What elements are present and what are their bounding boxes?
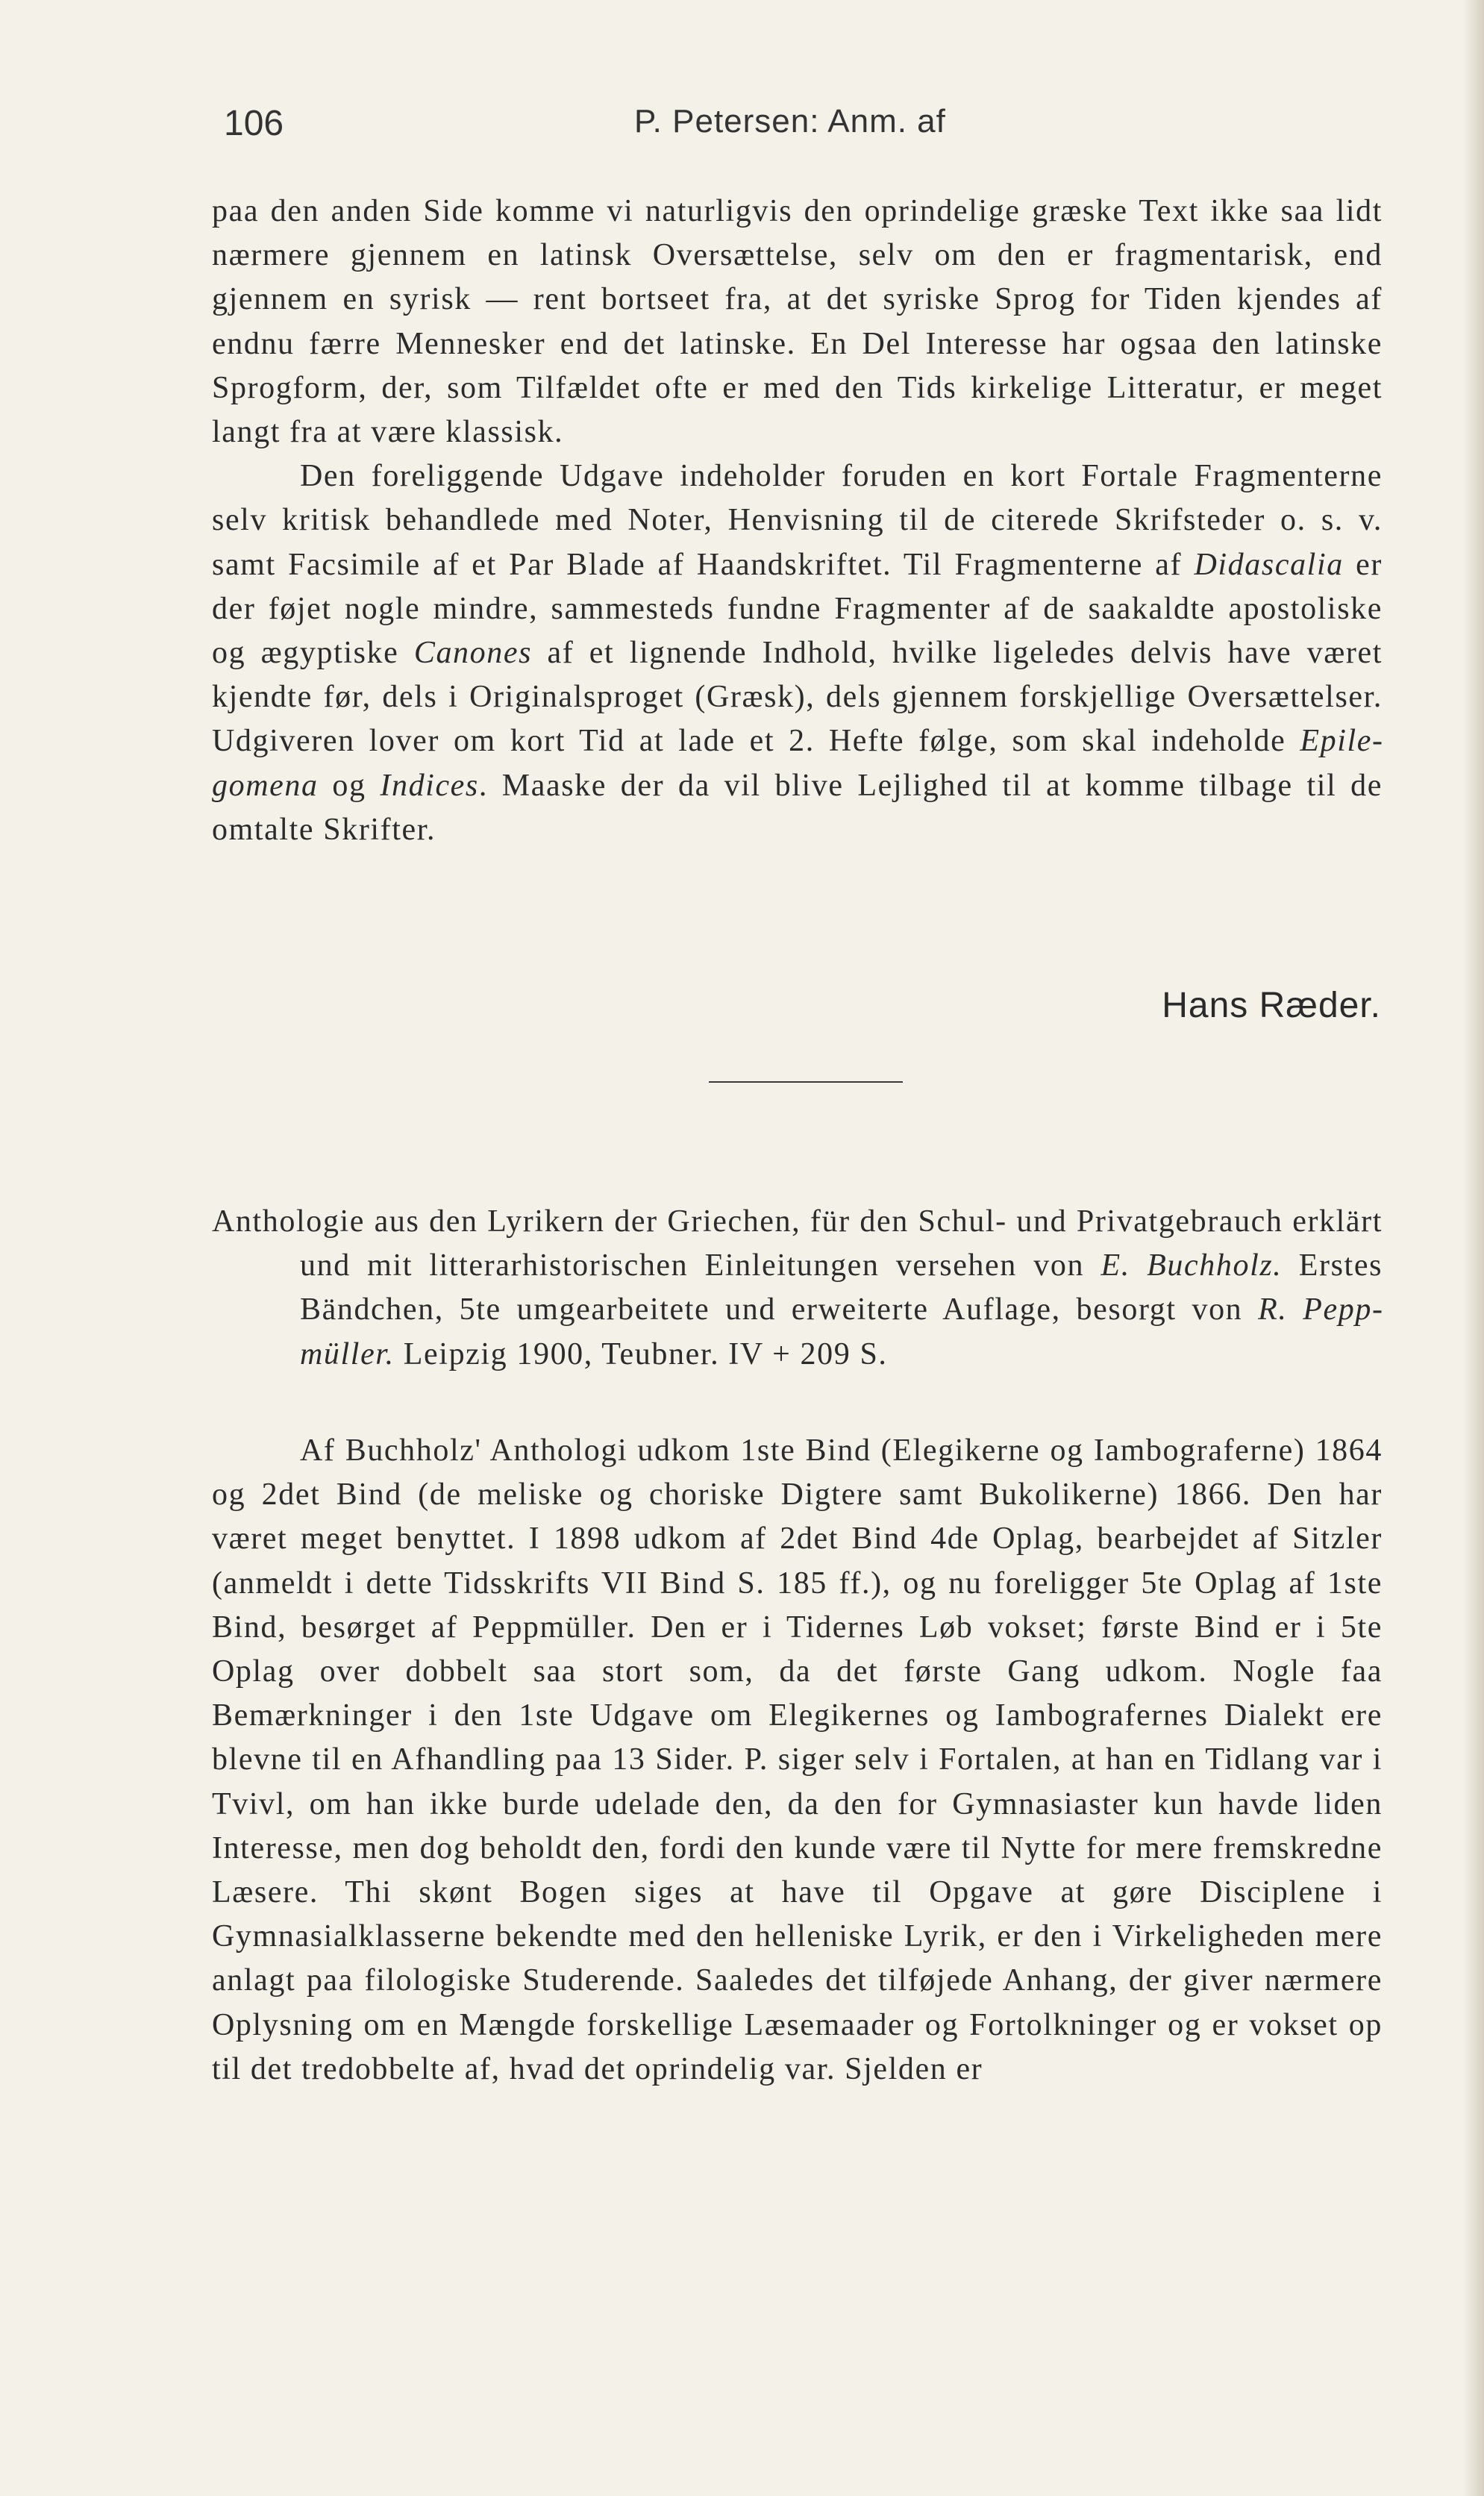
- page-number: 106: [224, 104, 284, 143]
- text-run: Leipzig 1900, Teubner. IV + 209 S.: [394, 1336, 888, 1371]
- bibliographic-entry: [212, 1200, 1383, 1377]
- page-edge-shadow: [1463, 0, 1484, 2496]
- italic-title: Canones: [413, 636, 533, 671]
- running-head: P. Petersen: Anm. af: [634, 103, 946, 140]
- review-2-body: [212, 1429, 1383, 2092]
- italic-title: Indices: [380, 768, 479, 803]
- section-divider: [709, 1081, 903, 1083]
- text-run: af et lignende Indhold, hvilke ligeledes delvis have været kjendte før, dels i Originalsproget (Græsk), dels gjennem forskjellige Oversættelser. Udgiveren lover om kort Tid at lade et 2. Hefte følge, som skal indeholde: [212, 636, 1383, 759]
- review-1-paragraph-1: paa den anden Side komme vi naturligvis den oprindelige græske Text ikke saa lidt nærmere gjennem en latinsk Oversættelse, selv om den er fragmentarisk, end gjennem en syrisk — rent bortseet fra, at det syriske Sprog for Tiden kjendes af endnu færre Mennesker end det latinske. En Del Interesse har ogsaa den latinske Sprogform, der, som Tilfældet ofte er med den Tids kirkelige Litteratur, er meget langt fra at være klassisk.: [212, 194, 1383, 450]
- text-run: . Maaske der da vil blive Lejlighed til at komme tilbage til de omtalte Skrifter.: [212, 768, 1383, 847]
- page-header: [224, 103, 1260, 155]
- italic-title: Didascalia: [1194, 547, 1344, 582]
- text-run: er der føjet nogle mindre, sammesteds fundne Fragmenter af de saakaldte apostoliske og ægyptiske: [212, 547, 1383, 671]
- review-1-paragraph-2: [212, 454, 1383, 852]
- italic-title: Epilegomena: [212, 724, 1383, 803]
- review-2-paragraph-1: Af Buchholz' Anthologi udkom 1ste Bind (Elegikerne og Iambograferne) 1864 og 2det Bind (de meliske og choriske Digtere samt Bukolikerne) 1866. Den har været meget benyttet. I 1898 udkom af 2det Bind 4de Oplag, bearbejdet af Sitzler (anmeldt i dette Tidsskrifts VII Bind S. 185 ff.), og nu foreligger 5te Oplag af 1ste Bind, besørget af Peppmüller. Den er i Tidernes Løb vokset; første Bind er i 5te Oplag over dobbelt saa stort som, da det første Gang udkom. Nogle faa Bemærkninger i den 1ste Udgave om Elegikernes og Iambografernes Dialekt ere blevne til en Afhandling paa 13 Sider. P. siger selv i Fortalen, at han en Tidlang var i Tvivl, om han ikke burde udelade den, da den for Gymnasiaster kun havde liden Interesse, men dog beholdt den, fordi den kunde være til Nytte for mere fremskredne Læsere. Thi skønt Bogen siges at have til Opgave at gøre Disciplene i Gymnasialklasserne bekendte med den helleniske Lyrik, er den i Virkeligheden mere anlagt paa filologiske Studerende. Saaledes det tilføjede Anhang, der giver nærmere Oplysning om en Mængde forskellige Læsemaader og Fortolkninger og er vokset op til det tredobbelte af, hvad det oprindelig var. Sjelden er: [212, 1433, 1383, 2086]
- reviewer-signature: Hans Ræder.: [1162, 986, 1381, 1025]
- text-run: Den foreliggende Udgave indeholder foruden en kort Fortale Fragmenterne selv kritisk behandlede med Noter, Henvisning til de citerede Skrifsteder o. s. v. samt Facsimile af et Par Blade af Haandskriftet. Til Fragmenterne af: [212, 459, 1383, 582]
- italic-name: R. Peppmüller.: [300, 1292, 1383, 1371]
- text-run: Anthologie aus den Lyrikern der Griechen, für den Schul- und Privatgebrauch erklärt und mit litterarhistorischen Einleitungen versehen von: [212, 1204, 1383, 1283]
- review-1-body: [212, 190, 1383, 852]
- text-run: og: [318, 768, 381, 803]
- text-run: Erstes Bändchen, 5te umgearbeitete und erweiterte Auflage, besorgt von: [300, 1248, 1383, 1327]
- italic-name: E. Buchholz.: [1101, 1248, 1283, 1283]
